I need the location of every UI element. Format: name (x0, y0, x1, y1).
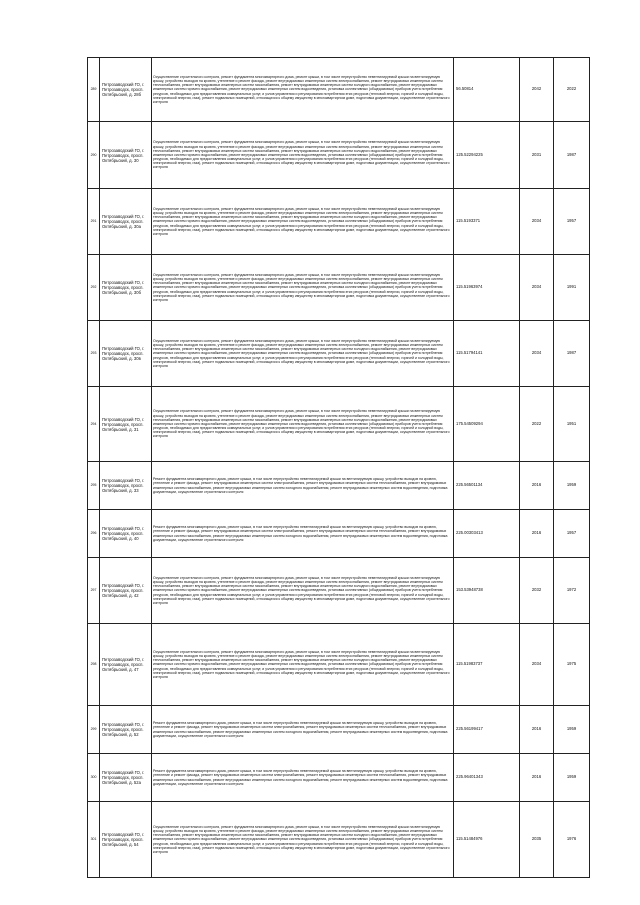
table-row (88, 802, 590, 878)
year-start-cell: 2034 (520, 255, 554, 321)
year-start-cell: 2042 (520, 58, 554, 122)
cost-cell: 153.53948738 (454, 558, 520, 624)
address-cell: Петрозаводский ГО, г. Петрозаводск, просп. Октябрьский, д. 52а (100, 754, 152, 802)
cost-cell: 115.51794141 (454, 321, 520, 387)
cost-cell: 56.50814 (454, 58, 520, 122)
year-built-cell: 1959 (554, 754, 590, 802)
address-cell: Петрозаводский ГО, г. Петрозаводск, просп. Октябрьский, д. 30в (100, 321, 152, 387)
address-cell: Петрозаводский ГО, г. Петрозаводск, просп. Октябрьский, д. 30 (100, 122, 152, 189)
works-cell: Ремонт фундамента многоквартирного дома, ремонт крыши, в том числе переустройство невентилируемой крыши на вентилируемую крышу, устройство выходов на кровлю, утепление и ремонт фасада, ремонт внутридомовых инженерных систем электроснабжения, ремонт внутридомовых инженерных систем теплоснабжения, ремонт внутридомовых инженерных систем газоснабжения, ремонт внутридомовых инженерных систем холодного водоснабжения, ремонт внутридомовых инженерных систем водоотведения, подготовка документации, осуществление строительного контроля (152, 754, 454, 802)
address-cell: Петрозаводский ГО, г. Петрозаводск, просп. Октябрьский, д. 40 (100, 510, 152, 558)
year-built-cell: 1991 (554, 255, 590, 321)
address-cell: Петрозаводский ГО, г. Петрозаводск, просп. Октябрьский, д. 30б (100, 255, 152, 321)
works-cell: Ремонт фундамента многоквартирного дома, ремонт крыши, в том числе переустройство невентилируемой крыши на вентилируемую крышу, устройство выходов на кровлю, утепление и ремонт фасада, ремонт внутридомовых инженерных систем электроснабжения, ремонт внутридомовых инженерных систем теплоснабжения, ремонт внутридомовых инженерных систем газоснабжения, ремонт внутридомовых инженерных систем холодного водоснабжения, ремонт внутридомовых инженерных систем водоотведения, подготовка документации, осуществление строительного контроля (152, 462, 454, 510)
table-row (88, 189, 590, 255)
year-built-cell: 2022 (554, 58, 590, 122)
table-row (88, 58, 590, 122)
year-start-cell: 2032 (520, 558, 554, 624)
year-start-cell: 2016 (520, 754, 554, 802)
works-cell: Осуществление строительного контроля, ремонт фундамента многоквартирного дома, ремонт крыши, в том числе переустройство невентилируемой крыши на вентилируемую крышу, устройство выходов на кровлю, утепление и ремонт фасада, ремонт внутридомовых инженерных систем электроснабжения, ремонт внутридомовых инженерных систем теплоснабжения, ремонт внутридомовых инженерных систем газоснабжения, ремонт внутридомовых инженерных систем холодного водоснабжения, ремонт внутридомовых инженерных систем горячего водоснабжения, ремонт внутридомовых инженерных систем водоотведения, установка коллективных (общедомовых) приборов учета потребления ресурсов, необходимых для предоставления коммунальных услуг, и узлов управления и регулирования потребления этих ресурсов (тепловой энергии, горячей и холодной воды, электрической энергии, газа), ремонт подвальных помещений, относящихся к общему имуществу в многоквартирном доме, подготовка документации, осуществление строительного контроля (152, 255, 454, 321)
cost-cell: 225.96401343 (454, 754, 520, 802)
row-number: 299 (88, 706, 100, 754)
table-row (88, 624, 590, 706)
address-cell: Петрозаводский ГО, г. Петрозаводск, просп. Октябрьский, д. 30а (100, 189, 152, 255)
works-cell: Осуществление строительного контроля, ремонт фундамента многоквартирного дома, ремонт крыши, в том числе переустройство невентилируемой крыши на вентилируемую крышу, устройство выходов на кровлю, утепление и ремонт фасада, ремонт внутридомовых инженерных систем электроснабжения, ремонт внутридомовых инженерных систем теплоснабжения, ремонт внутридомовых инженерных систем газоснабжения, ремонт внутридомовых инженерных систем холодного водоснабжения, ремонт внутридомовых инженерных систем горячего водоснабжения, ремонт внутридомовых инженерных систем водоотведения, установка коллективных (общедомовых) приборов учета потребления ресурсов, необходимых для предоставления коммунальных услуг, и узлов управления и регулирования потребления этих ресурсов (тепловой энергии, горячей и холодной воды, электрической энергии, газа), ремонт подвальных помещений, относящихся к общему имуществу в многоквартирном доме, подготовка документации, осуществление строительного контроля (152, 624, 454, 706)
works-cell: Осуществление строительного контроля, ремонт фундамента многоквартирного дома, ремонт крыши, в том числе переустройство невентилируемой крыши на вентилируемую крышу, устройство выходов на кровлю, утепление и ремонт фасада, ремонт внутридомовых инженерных систем электроснабжения, ремонт внутридомовых инженерных систем теплоснабжения, ремонт внутридомовых инженерных систем газоснабжения, ремонт внутридомовых инженерных систем холодного водоснабжения, ремонт внутридомовых инженерных систем горячего водоснабжения, ремонт внутридомовых инженерных систем водоотведения, установка коллективных (общедомовых) приборов учета потребления ресурсов, необходимых для предоставления коммунальных услуг, и узлов управления и регулирования потребления этих ресурсов (тепловой энергии, горячей и холодной воды, электрической энергии, газа), ремонт подвальных помещений, относящихся к общему имуществу в многоквартирном доме, подготовка документации, осуществление строительного контроля (152, 387, 454, 462)
year-start-cell: 2034 (520, 321, 554, 387)
table-row (88, 510, 590, 558)
table-row (88, 321, 590, 387)
year-built-cell: 1951 (554, 387, 590, 462)
row-number: 298 (88, 624, 100, 706)
table-row (88, 122, 590, 189)
table-row (88, 462, 590, 510)
cost-cell: 175.54509294 (454, 387, 520, 462)
year-start-cell: 2034 (520, 189, 554, 255)
address-cell: Петрозаводский ГО, г. Петрозаводск, просп. Октябрьский, д. 33 (100, 462, 152, 510)
year-start-cell: 2031 (520, 122, 554, 189)
year-start-cell: 2022 (520, 387, 554, 462)
row-number: 293 (88, 321, 100, 387)
cost-cell: 115.5193371 (454, 189, 520, 255)
address-cell: Петрозаводский ГО, г. Петрозаводск, просп. Октябрьский, д. 28б (100, 58, 152, 122)
cost-cell: 125.52294225 (454, 122, 520, 189)
row-number: 294 (88, 387, 100, 462)
row-number: 291 (88, 189, 100, 255)
year-built-cell: 1976 (554, 802, 590, 878)
table-row (88, 558, 590, 624)
year-built-cell: 1959 (554, 706, 590, 754)
cost-cell: 225.56501134 (454, 462, 520, 510)
row-number: 295 (88, 462, 100, 510)
cost-cell: 115.51983737 (454, 624, 520, 706)
works-cell: Осуществление строительного контроля, ремонт фундамента многоквартирного дома, ремонт крыши, в том числе переустройство невентилируемой крыши на вентилируемую крышу, устройство выходов на кровлю, утепление и ремонт фасада, ремонт внутридомовых инженерных систем электроснабжения, ремонт внутридомовых инженерных систем теплоснабжения, ремонт внутридомовых инженерных систем газоснабжения, ремонт внутридомовых инженерных систем холодного водоснабжения, ремонт внутридомовых инженерных систем горячего водоснабжения, ремонт внутридомовых инженерных систем водоотведения, установка коллективных (общедомовых) приборов учета потребления ресурсов, необходимых для предоставления коммунальных услуг, и узлов управления и регулирования потребления этих ресурсов (тепловой энергии, горячей и холодной воды, электрической энергии, газа), ремонт подвальных помещений, относящихся к общему имуществу в многоквартирном доме, подготовка документации, осуществление строительного контроля (152, 58, 454, 122)
works-cell: Ремонт фундамента многоквартирного дома, ремонт крыши, в том числе переустройство невентилируемой крыши на вентилируемую крышу, устройство выходов на кровлю, утепление и ремонт фасада, ремонт внутридомовых инженерных систем электроснабжения, ремонт внутридомовых инженерных систем теплоснабжения, ремонт внутридомовых инженерных систем газоснабжения, ремонт внутридомовых инженерных систем холодного водоснабжения, ремонт внутридомовых инженерных систем водоотведения, подготовка документации, осуществление строительного контроля (152, 706, 454, 754)
address-cell: Петрозаводский ГО, г. Петрозаводск, просп. Октябрьский, д. 47 (100, 624, 152, 706)
address-cell: Петрозаводский ГО, г. Петрозаводск, просп. Октябрьский, д. 31 (100, 387, 152, 462)
year-start-cell: 2016 (520, 706, 554, 754)
year-built-cell: 1987 (554, 122, 590, 189)
cost-cell: 115.51484976 (454, 802, 520, 878)
row-number: 300 (88, 754, 100, 802)
year-start-cell: 2035 (520, 802, 554, 878)
row-number: 289 (88, 58, 100, 122)
year-built-cell: 1972 (554, 558, 590, 624)
year-built-cell: 1959 (554, 462, 590, 510)
works-cell: Осуществление строительного контроля, ремонт фундамента многоквартирного дома, ремонт крыши, в том числе переустройство невентилируемой крыши на вентилируемую крышу, устройство выходов на кровлю, утепление и ремонт фасада, ремонт внутридомовых инженерных систем электроснабжения, ремонт внутридомовых инженерных систем теплоснабжения, ремонт внутридомовых инженерных систем газоснабжения, ремонт внутридомовых инженерных систем холодного водоснабжения, ремонт внутридомовых инженерных систем горячего водоснабжения, ремонт внутридомовых инженерных систем водоотведения, установка коллективных (общедомовых) приборов учета потребления ресурсов, необходимых для предоставления коммунальных услуг, и узлов управления и регулирования потребления этих ресурсов (тепловой энергии, горячей и холодной воды, электрической энергии, газа), ремонт подвальных помещений, относящихся к общему имуществу в многоквартирном доме, подготовка документации, осуществление строительного контроля (152, 321, 454, 387)
year-built-cell: 1957 (554, 189, 590, 255)
year-built-cell: 1987 (554, 321, 590, 387)
row-number: 290 (88, 122, 100, 189)
row-number: 301 (88, 802, 100, 878)
works-cell: Осуществление строительного контроля, ремонт фундамента многоквартирного дома, ремонт крыши, в том числе переустройство невентилируемой крыши на вентилируемую крышу, устройство выходов на кровлю, утепление и ремонт фасада, ремонт внутридомовых инженерных систем электроснабжения, ремонт внутридомовых инженерных систем теплоснабжения, ремонт внутридомовых инженерных систем газоснабжения, ремонт внутридомовых инженерных систем холодного водоснабжения, ремонт внутридомовых инженерных систем горячего водоснабжения, ремонт внутридомовых инженерных систем водоотведения, установка коллективных (общедомовых) приборов учета потребления ресурсов, необходимых для предоставления коммунальных услуг, и узлов управления и регулирования потребления этих ресурсов (тепловой энергии, горячей и холодной воды, электрической энергии, газа), ремонт подвальных помещений, относящихся к общему имуществу в многоквартирном доме, подготовка документации, осуществление строительного контроля (152, 802, 454, 878)
table-row (88, 754, 590, 802)
row-number: 296 (88, 510, 100, 558)
year-built-cell: 1975 (554, 624, 590, 706)
works-cell: Осуществление строительного контроля, ремонт фундамента многоквартирного дома, ремонт крыши, в том числе переустройство невентилируемой крыши на вентилируемую крышу, устройство выходов на кровлю, утепление и ремонт фасада, ремонт внутридомовых инженерных систем электроснабжения, ремонт внутридомовых инженерных систем теплоснабжения, ремонт внутридомовых инженерных систем газоснабжения, ремонт внутридомовых инженерных систем холодного водоснабжения, ремонт внутридомовых инженерных систем горячего водоснабжения, ремонт внутридомовых инженерных систем водоотведения, установка коллективных (общедомовых) приборов учета потребления ресурсов, необходимых для предоставления коммунальных услуг, и узлов управления и регулирования потребления этих ресурсов (тепловой энергии, горячей и холодной воды, электрической энергии, газа), ремонт подвальных помещений, относящихся к общему имуществу в многоквартирном доме, подготовка документации, осуществление строительного контроля (152, 189, 454, 255)
address-cell: Петрозаводский ГО, г. Петрозаводск, просп. Октябрьский, д. 52 (100, 706, 152, 754)
year-start-cell: 2016 (520, 462, 554, 510)
works-cell: Ремонт фундамента многоквартирного дома, ремонт крыши, в том числе переустройство невентилируемой крыши на вентилируемую крышу, устройство выходов на кровлю, утепление и ремонт фасада, ремонт внутридомовых инженерных систем электроснабжения, ремонт внутридомовых инженерных систем теплоснабжения, ремонт внутридомовых инженерных систем газоснабжения, ремонт внутридомовых инженерных систем холодного водоснабжения, ремонт внутридомовых инженерных систем водоотведения, подготовка документации, осуществление строительного контроля (152, 510, 454, 558)
year-built-cell: 1957 (554, 510, 590, 558)
year-start-cell: 2016 (520, 510, 554, 558)
works-cell: Осуществление строительного контроля, ремонт фундамента многоквартирного дома, ремонт крыши, в том числе переустройство невентилируемой крыши на вентилируемую крышу, устройство выходов на кровлю, утепление и ремонт фасада, ремонт внутридомовых инженерных систем электроснабжения, ремонт внутридомовых инженерных систем теплоснабжения, ремонт внутридомовых инженерных систем газоснабжения, ремонт внутридомовых инженерных систем холодного водоснабжения, ремонт внутридомовых инженерных систем горячего водоснабжения, ремонт внутридомовых инженерных систем водоотведения, установка коллективных (общедомовых) приборов учета потребления ресурсов, необходимых для предоставления коммунальных услуг, и узлов управления и регулирования потребления этих ресурсов (тепловой энергии, горячей и холодной воды, электрической энергии, газа), ремонт подвальных помещений, относящихся к общему имуществу в многоквартирном доме, подготовка документации, осуществление строительного контроля (152, 122, 454, 189)
table-row (88, 255, 590, 321)
cost-cell: 225.56199417 (454, 706, 520, 754)
table-row (88, 706, 590, 754)
works-cell: Осуществление строительного контроля, ремонт фундамента многоквартирного дома, ремонт крыши, в том числе переустройство невентилируемой крыши на вентилируемую крышу, устройство выходов на кровлю, утепление и ремонт фасада, ремонт внутридомовых инженерных систем электроснабжения, ремонт внутридомовых инженерных систем теплоснабжения, ремонт внутридомовых инженерных систем газоснабжения, ремонт внутридомовых инженерных систем холодного водоснабжения, ремонт внутридомовых инженерных систем горячего водоснабжения, ремонт внутридомовых инженерных систем водоотведения, установка коллективных (общедомовых) приборов учета потребления ресурсов, необходимых для предоставления коммунальных услуг, и узлов управления и регулирования потребления этих ресурсов (тепловой энергии, горячей и холодной воды, электрической энергии, газа), ремонт подвальных помещений, относящихся к общему имуществу в многоквартирном доме, подготовка документации, осуществление строительного контроля (152, 558, 454, 624)
row-number: 297 (88, 558, 100, 624)
address-cell: Петрозаводский ГО, г. Петрозаводск, просп. Октябрьский, д. 42 (100, 558, 152, 624)
table-row (88, 387, 590, 462)
capital-repair-table (87, 57, 590, 878)
address-cell: Петрозаводский ГО, г. Петрозаводск, просп. Октябрьский, д. 54 (100, 802, 152, 878)
cost-cell: 115.51963974 (454, 255, 520, 321)
cost-cell: 225.00303413 (454, 510, 520, 558)
year-start-cell: 2034 (520, 624, 554, 706)
row-number: 292 (88, 255, 100, 321)
